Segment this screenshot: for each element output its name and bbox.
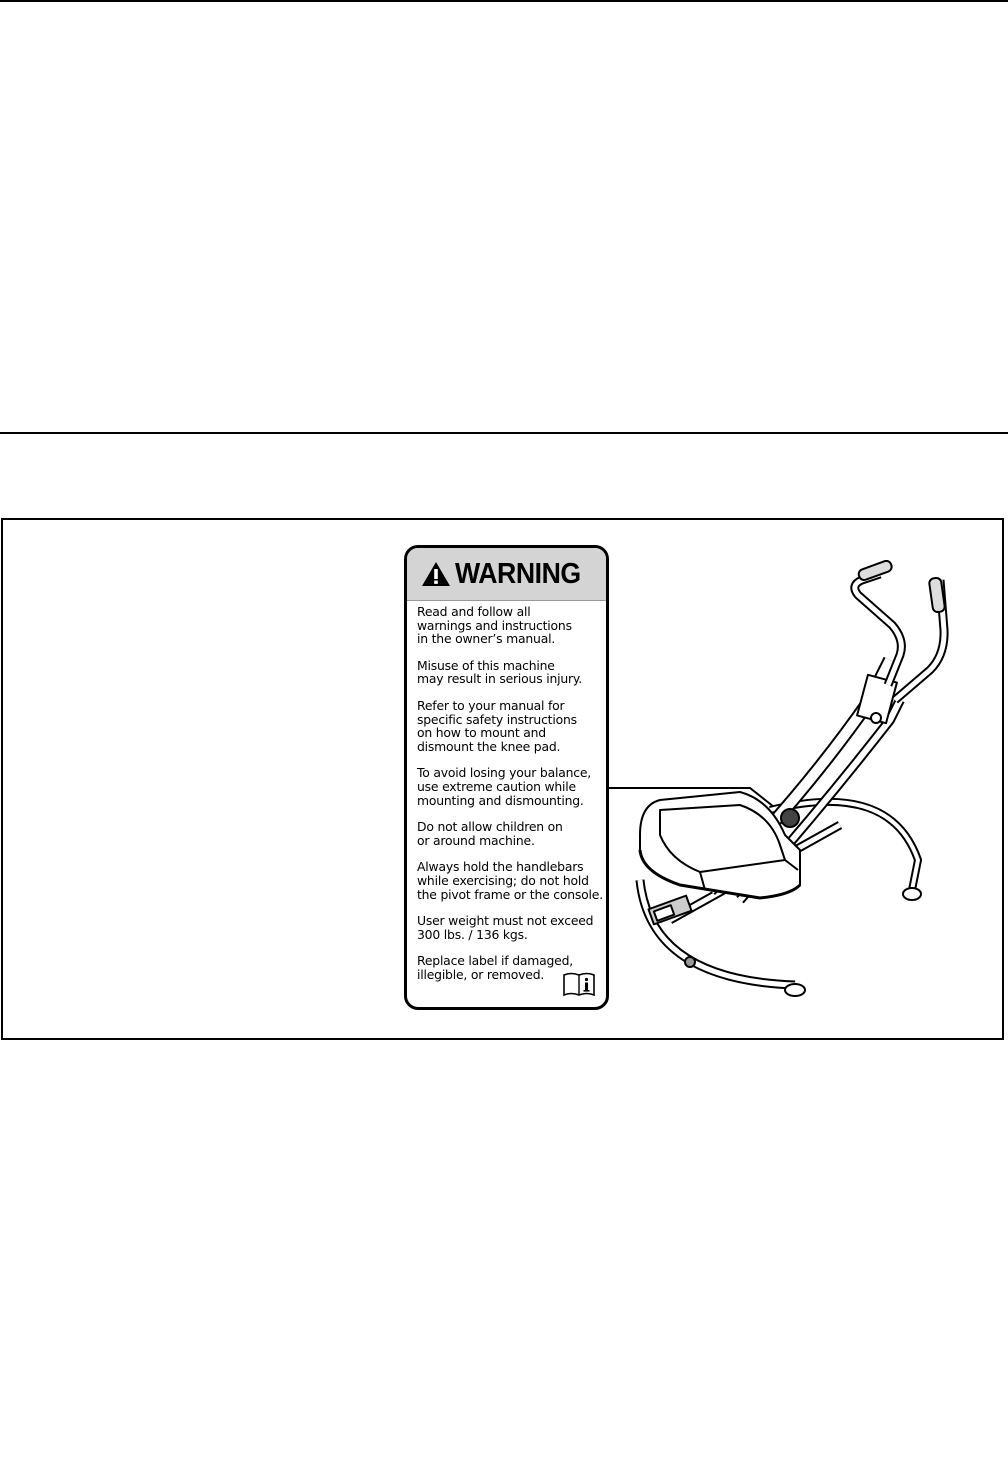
warning-paragraph: Refer to your manual for specific safety instructions on how to mount and dismount the knee pad. <box>417 697 577 754</box>
warning-header <box>407 548 606 601</box>
warning-paragraph: To avoid losing your balance, use extreme caution while mounting and dismounting. <box>417 765 592 808</box>
warning-triangle-icon <box>421 561 451 587</box>
warning-label <box>404 545 609 1010</box>
warning-paragraph: Replace label if damaged, illegible, or removed. <box>417 953 574 982</box>
warning-text <box>407 601 606 981</box>
warning-paragraph: Do not allow children on or around machine. <box>417 819 563 848</box>
section-rule <box>0 432 1008 434</box>
top-rule <box>0 0 1008 2</box>
read-manual-icon <box>562 971 596 997</box>
ab-machine-illustration <box>600 560 980 1020</box>
warning-paragraph: Read and follow all warnings and instructions in the owner’s manual. <box>417 604 572 647</box>
warning-paragraph: Misuse of this machine may result in serious injury. <box>417 657 582 687</box>
warning-paragraph: Always hold the handlebars while exercising; do not hold the pivot frame or the console. <box>417 859 603 902</box>
warning-paragraph: User weight must not exceed 300 lbs. / 136 kgs. <box>417 913 594 942</box>
warning-title: WARNING <box>455 557 581 590</box>
